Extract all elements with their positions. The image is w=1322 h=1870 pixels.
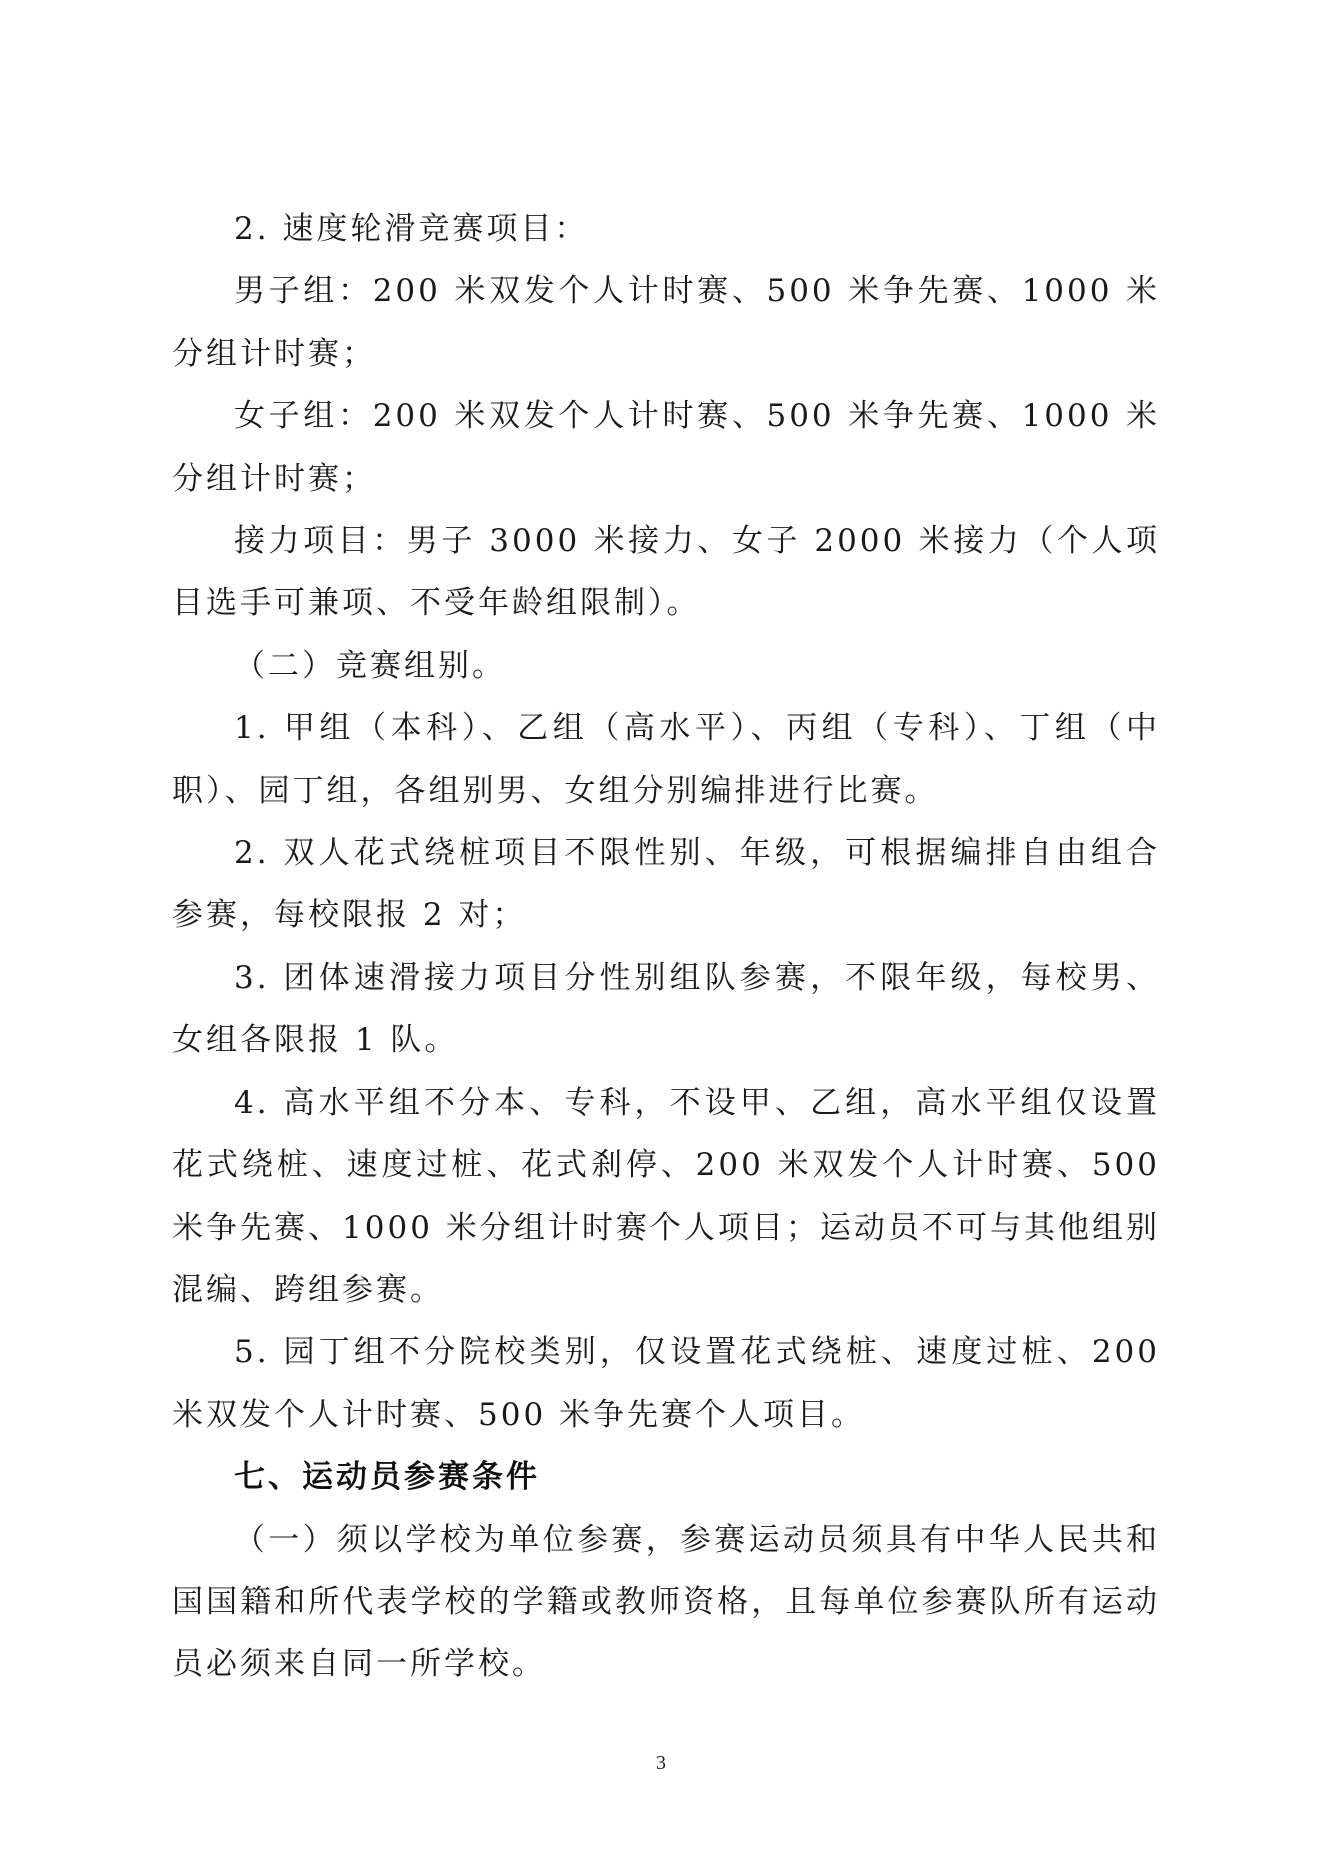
paragraph-relay-events: 接力项目：男子 3000 米接力、女子 2000 米接力（个人项目选手可兼项、不受年龄组限制）。 <box>172 523 1160 622</box>
paragraph-speed-events: 2. 速度轮滑竞赛项目： <box>234 211 589 247</box>
body-text <box>172 198 1160 1696</box>
paragraph-group-rule-3: 3. 团体速滑接力项目分性别组队参赛，不限年级，每校男、女组各限报 1 队。 <box>172 959 1160 1059</box>
paragraph-group-rule-5: 5. 园丁组不分院校类别，仅设置花式绕桩、速度过桩、200 米双发个人计时赛、500 米争先赛个人项目。 <box>172 1334 1160 1433</box>
paragraph-group-rule-2: 2. 双人花式绕桩项目不限性别、年级，可根据编排自由组合参赛，每校限报 2 对； <box>172 835 1160 934</box>
page-number: 3 <box>656 1752 666 1774</box>
paragraph-group-rule-1: 1. 甲组（本科）、乙组（高水平）、丙组（专科）、丁组（中职）、园丁组，各组别男、女组分别编排进行比赛。 <box>172 710 1160 809</box>
paragraph-women-group: 女子组：200 米双发个人计时赛、500 米争先赛、1000 米分组计时赛； <box>172 398 1160 497</box>
paragraph-men-group: 男子组：200 米双发个人计时赛、500 米争先赛、1000 米分组计时赛； <box>172 273 1160 372</box>
paragraph-eligibility-1: （一）须以学校为单位参赛，参赛运动员须具有中华人民共和国国籍和所代表学校的学籍或教师资格，且每单位参赛队所有运动员必须来自同一所学校。 <box>172 1521 1160 1683</box>
section-heading-eligibility: 七、运动员参赛条件 <box>234 1459 540 1496</box>
paragraph-group-rule-4: 4. 高水平组不分本、专科，不设甲、乙组，高水平组仅设置花式绕桩、速度过桩、花式刹停、200 米双发个人计时赛、500 米争先赛、1000 米分组计时赛个人项目；运动员不可与其他组别混编、跨组参赛。 <box>172 1084 1160 1308</box>
paragraph-section-groups: （二）竞赛组别。 <box>234 647 506 684</box>
